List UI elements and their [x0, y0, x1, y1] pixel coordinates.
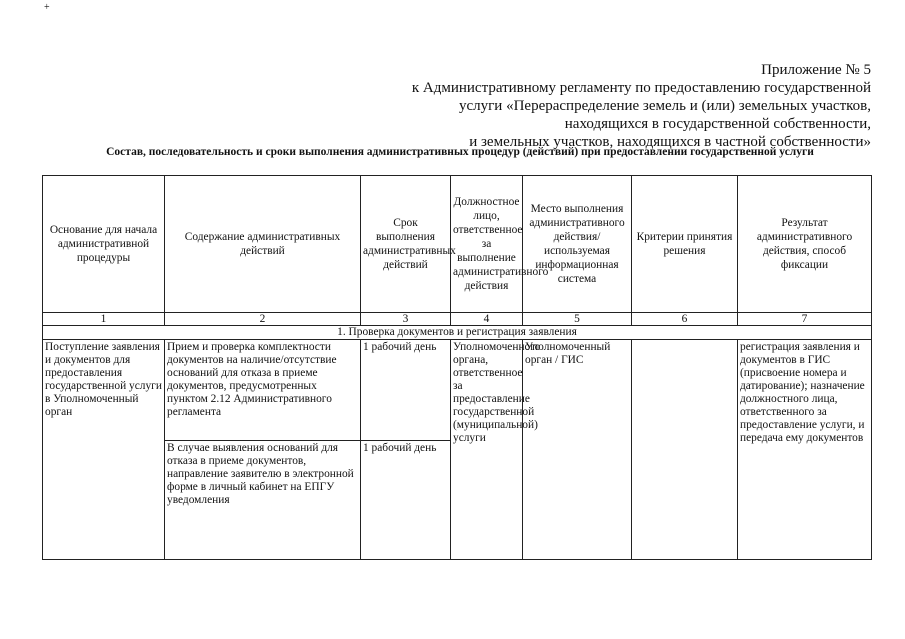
header-cell: Должностное лицо, ответственное за выполнение административного действия — [451, 176, 523, 313]
column-number: 4 — [451, 313, 523, 326]
section-row — [43, 326, 872, 340]
section-title: 1. Проверка документов и регистрация заявления — [43, 326, 872, 340]
appendix-line: Приложение № 5 — [761, 62, 871, 78]
appendix-line: услуги «Перераспределение земель и (или) земельных участков, — [459, 98, 871, 114]
table-row — [43, 340, 872, 441]
header-cell: Критерии принятия решения — [632, 176, 738, 313]
place-cell: Уполномоченный орган / ГИС — [523, 340, 632, 560]
result-cell: регистрация заявления и документов в ГИС (присвоение номера и датирование); назначение должностного лица, ответственного за предоставление услуги, и передача ему документов — [738, 340, 872, 560]
column-number-row — [43, 313, 872, 326]
header-cell: Содержание административных действий — [165, 176, 361, 313]
appendix-line: к Административному регламенту по предоставлению государственной — [411, 80, 871, 96]
column-number: 1 — [43, 313, 165, 326]
column-number: 5 — [523, 313, 632, 326]
column-number: 2 — [165, 313, 361, 326]
basis-cell: Поступление заявления и документов для предоставления государственной услуги в Уполномоченный орган — [43, 340, 165, 560]
procedures-table — [42, 175, 872, 560]
document-title: Состав, последовательность и сроки выполнения административных процедур (действий) при предоставлении государственной услуги — [106, 146, 814, 158]
table-header-row — [43, 176, 872, 313]
corner-mark: + — [44, 2, 50, 13]
official-cell: Уполномоченного органа, ответственное за предоставление государственной (муниципальной) услуги — [451, 340, 523, 560]
appendix-line: и земельных участков, находящихся в частной собственности» — [469, 134, 871, 150]
column-number: 3 — [361, 313, 451, 326]
column-number: 7 — [738, 313, 872, 326]
action-content-cell: В случае выявления оснований для отказа в приеме документов, направление заявителю в электронной форме в личный кабинет на ЕПГУ уведомления — [165, 441, 361, 560]
action-term-cell: 1 рабочий день — [361, 340, 451, 441]
action-content-cell: Прием и проверка комплектности документов на наличие/отсутствие оснований для отказа в приеме документов, предусмотренных пунктом 2.12 Административного регламента — [165, 340, 361, 441]
action-term-cell: 1 рабочий день — [361, 441, 451, 560]
header-cell: Срок выполнения административных действий — [361, 176, 451, 313]
header-cell: Место выполнения административного действия/ используемая информационная система — [523, 176, 632, 313]
appendix-note — [311, 61, 871, 151]
appendix-line: находящихся в государственной собственности, — [564, 116, 871, 132]
column-number: 6 — [632, 313, 738, 326]
header-cell: Основание для начала административной процедуры — [43, 176, 165, 313]
header-cell: Результат административного действия, способ фиксации — [738, 176, 872, 313]
criteria-cell — [632, 340, 738, 560]
